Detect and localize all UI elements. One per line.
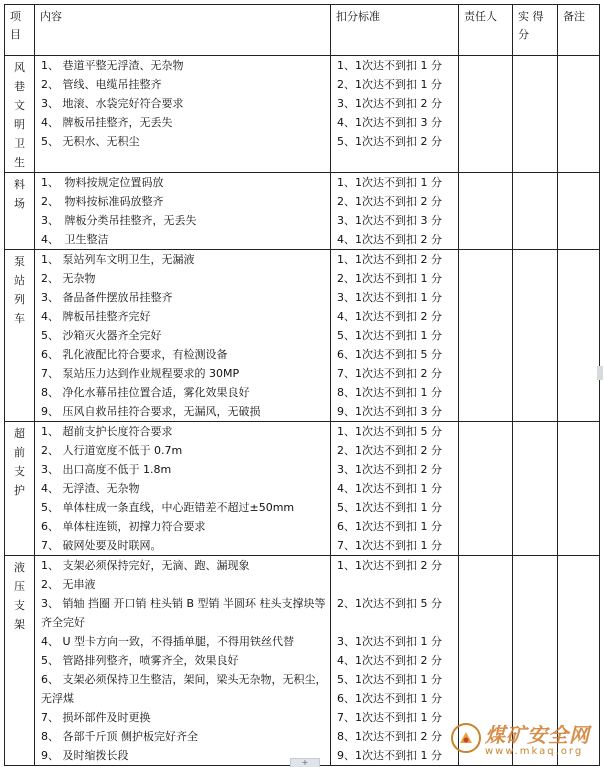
section-content	[35, 556, 331, 766]
content-line: 5、 无积水、无积尘	[41, 135, 140, 148]
score-cell	[513, 56, 558, 173]
content-line: 1、 巷道平整无浮渣、无杂物	[41, 59, 184, 72]
notes-cell	[558, 250, 600, 422]
content-line: 2、 无串液	[41, 578, 96, 591]
header-content: 内容	[35, 5, 331, 56]
inspection-table	[4, 4, 600, 766]
section-row	[5, 422, 600, 556]
content-line: 3、 备品备件摆放吊挂整齐	[41, 291, 173, 304]
standard-line: 2、1次达不到扣 2 分	[337, 444, 442, 457]
section-category	[5, 422, 35, 556]
standard-line: 4、1次达不到扣 2 分	[337, 654, 442, 667]
content-line: 4、 牌板吊挂整齐完好	[41, 310, 151, 323]
content-line: 8、 各部千斤顶 侧护板完好齐全	[41, 730, 198, 743]
mine-lamp-icon	[451, 723, 481, 753]
content-line: 2、 人行道宽度不低于 0.7m	[41, 444, 183, 457]
standard-line: 9、1次达不到扣 1 分	[337, 749, 442, 762]
section-content	[35, 250, 331, 422]
content-line: 1、 超前支护长度符合要求	[41, 425, 173, 438]
standard-line: 4、1次达不到扣 3 分	[337, 116, 442, 129]
standard-line: 2、1次达不到扣 1 分	[337, 78, 442, 91]
category-label: 液压支架	[14, 561, 25, 631]
score-cell	[513, 173, 558, 250]
standard-line: 1、1次达不到扣 2 分	[337, 253, 442, 266]
category-label: 料场	[14, 178, 25, 210]
content-line: 4、 牌板吊挂整齐，无丢失	[41, 116, 173, 129]
score-cell	[513, 250, 558, 422]
standard-line: 1、1次达不到扣 1 分	[337, 59, 442, 72]
category-label: 超前支护	[14, 427, 25, 497]
standard-line: 1、1次达不到扣 2 分	[337, 559, 442, 572]
standard-line: 5、1次达不到扣 1 分	[337, 329, 442, 342]
content-line: 3、 地滚、水袋完好符合要求	[41, 97, 184, 110]
standard-line: 6、1次达不到扣 5 分	[337, 348, 442, 361]
standard-line: 7、1次达不到扣 2 分	[337, 367, 442, 380]
content-line: 5、 单体柱成一条直线，中心距错差不超过±50mm	[41, 501, 295, 514]
standard-line: 5、1次达不到扣 2 分	[337, 135, 442, 148]
content-line: 7、 损坏部件及时更换	[41, 711, 151, 724]
content-line: 3、 销轴 挡圈 开口销 柱头销 B 型销 半圆环 柱头支撑块等齐全完好	[41, 597, 326, 629]
section-content	[35, 56, 331, 173]
owner-cell	[459, 56, 513, 173]
section-row	[5, 173, 600, 250]
section-standard	[331, 422, 459, 556]
content-line: 7、 泵站压力达到作业规程要求的 30MP	[41, 367, 240, 380]
content-line: 9、 及时缩拨长段	[41, 749, 129, 762]
notes-cell	[558, 173, 600, 250]
score-cell	[513, 422, 558, 556]
standard-line: 2、1次达不到扣 2 分	[337, 195, 442, 208]
content-line: 5、 管路排列整齐，喷雾齐全，效果良好	[41, 654, 239, 667]
notes-cell	[558, 56, 600, 173]
standard-line: 4、1次达不到扣 2 分	[337, 310, 442, 323]
content-line: 4、 无浮渣、无杂物	[41, 482, 140, 495]
standard-line: 8、1次达不到扣 1 分	[337, 386, 442, 399]
section-category	[5, 173, 35, 250]
standard-line: 3、1次达不到扣 2 分	[337, 97, 442, 110]
owner-cell	[459, 250, 513, 422]
content-line: 1、 支架必须保持完好，无滴、跑、漏现象	[41, 559, 250, 572]
standard-line: 2、1次达不到扣 5 分	[337, 597, 442, 610]
owner-cell	[459, 173, 513, 250]
standard-line: 5、1次达不到扣 1 分 6、1次达不到扣 1 分	[337, 673, 442, 705]
content-line: 1、 泵站列车文明卫生，无漏液	[41, 253, 195, 266]
standard-line: 1、1次达不到扣 1 分	[337, 176, 442, 189]
standard-line: 5、1次达不到扣 1 分	[337, 501, 442, 514]
standard-line: 4、1次达不到扣 2 分	[337, 233, 442, 246]
expand-tab[interactable]: +	[290, 758, 320, 767]
watermark-title: 煤矿安全网	[485, 723, 590, 747]
content-line: 2、 管线、电缆吊挂整齐	[41, 78, 162, 91]
content-line: 4、 卫生整洁	[41, 233, 109, 246]
table-header-row	[5, 5, 600, 56]
standard-line: 9、1次达不到扣 3 分	[337, 405, 442, 418]
content-line: 6、 支架必须保持卫生整洁，架间，梁头无杂物，无积尘，无浮煤	[41, 673, 327, 705]
standard-line: 3、1次达不到扣 3 分	[337, 214, 442, 227]
content-line: 6、 单体柱连锁，初撑力符合要求	[41, 520, 206, 533]
header-score: 实 得 分	[513, 5, 558, 56]
section-category	[5, 56, 35, 173]
standard-line: 3、1次达不到扣 1 分	[337, 291, 442, 304]
content-line: 3、 出口高度不低于 1.8m	[41, 463, 172, 476]
content-line: 8、 净化水幕吊挂位置合适，雾化效果良好	[41, 386, 250, 399]
owner-cell	[459, 422, 513, 556]
content-line: 2、 无杂物	[41, 272, 96, 285]
section-standard	[331, 556, 459, 766]
standard-line: 3、1次达不到扣 1 分	[337, 635, 442, 648]
watermark	[451, 719, 590, 757]
notes-cell	[558, 422, 600, 556]
header-item: 项目	[5, 5, 35, 56]
standard-line: 3、1次达不到扣 2 分	[337, 463, 442, 476]
standard-line: 7、1次达不到扣 1 分	[337, 539, 442, 552]
category-label: 风巷文明卫生	[14, 61, 25, 169]
standard-line: 4、1次达不到扣 1 分	[337, 482, 442, 495]
content-line: 9、 压风自救吊挂符合要求，无漏风，无破损	[41, 405, 261, 418]
watermark-url: www.mkaq.org	[485, 746, 584, 757]
section-row	[5, 56, 600, 173]
content-line: 6、 乳化液配比符合要求，有检测设备	[41, 348, 228, 361]
header-owner: 责任人	[459, 5, 513, 56]
standard-line	[331, 575, 458, 594]
standard-line: 2、1次达不到扣 1 分	[337, 272, 442, 285]
header-standard: 扣分标准	[331, 5, 459, 56]
scroll-marker[interactable]	[597, 366, 603, 380]
section-standard	[331, 250, 459, 422]
standard-line: 8、1次达不到扣 2 分	[337, 730, 442, 743]
standard-line: 1、1次达不到扣 5 分	[337, 425, 442, 438]
content-line: 7、 破网处要及时联网。	[41, 539, 162, 552]
content-line: 3、 牌板分类吊挂整齐，无丢失	[41, 214, 197, 227]
section-standard	[331, 56, 459, 173]
section-category	[5, 250, 35, 422]
section-category	[5, 556, 35, 766]
content-line: 5、 沙箱灭火器齐全完好	[41, 329, 162, 342]
content-line: 4、 U 型卡方向一致，不得插单腿，不得用铁丝代替	[41, 635, 295, 648]
header-notes: 备注	[558, 5, 600, 56]
content-line: 1、 物料按规定位置码放	[41, 176, 164, 189]
section-content	[35, 173, 331, 250]
section-content	[35, 422, 331, 556]
standard-line: 7、1次达不到扣 1 分	[337, 711, 442, 724]
section-standard	[331, 173, 459, 250]
category-label: 泵站列车	[14, 255, 25, 325]
standard-line: 6、1次达不到扣 1 分	[337, 520, 442, 533]
section-row	[5, 250, 600, 422]
content-line: 2、 物料按标准码放整齐	[41, 195, 164, 208]
